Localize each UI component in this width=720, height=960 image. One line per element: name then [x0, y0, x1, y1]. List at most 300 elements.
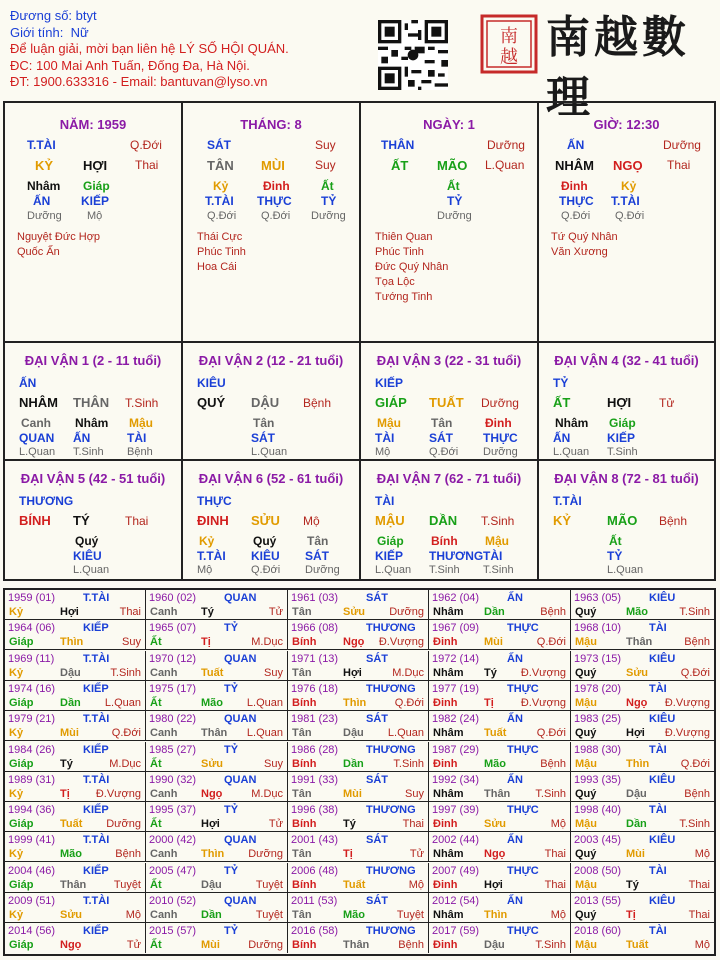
hidden-god: T.TÀI	[205, 194, 234, 208]
year-cell	[571, 651, 714, 681]
year-can: Mậu	[575, 939, 597, 952]
year-chi: Tý	[343, 818, 356, 831]
year-cell	[429, 893, 571, 923]
dai-van-hidden-stage: T.Sinh	[73, 446, 104, 458]
dai-van-note: T.Sinh	[481, 514, 515, 528]
dai-van-hidden-stage: Mộ	[197, 564, 213, 576]
year-chi: Tị	[201, 636, 211, 649]
dai-van-hidden-god: SÁT	[305, 549, 329, 563]
year-cell	[288, 620, 429, 650]
hidden-stem: Ất	[321, 179, 334, 193]
year-label: 2003 (45)	[574, 834, 622, 847]
year-star: KIẾP	[83, 925, 109, 938]
year-chi: Thìn	[484, 909, 508, 921]
dai-van-chi: HỢI	[607, 395, 632, 410]
pillar-year	[5, 103, 183, 343]
year-cell	[429, 923, 571, 953]
year-cell	[5, 620, 146, 650]
year-cell	[5, 893, 146, 923]
hidden-stage: Dưỡng	[311, 210, 346, 222]
pillar-chi-note: Thai	[667, 158, 691, 172]
year-star: QUAN	[224, 834, 257, 847]
year-stage: Mộ	[550, 909, 566, 921]
year-star: TỶ	[224, 622, 239, 635]
year-star: TỶ	[224, 804, 239, 817]
year-can: Ất	[150, 636, 162, 649]
dai-van-note: Mộ	[303, 514, 320, 528]
hidden-stem: Kỷ	[621, 179, 637, 193]
year-can: Nhâm	[433, 666, 464, 679]
year-label: 1984 (26)	[8, 743, 56, 756]
pillar-note: Đức Quý Nhân	[375, 261, 449, 273]
year-cell	[5, 802, 146, 832]
year-cell	[5, 651, 146, 681]
year-label: 2015 (57)	[149, 925, 197, 938]
year-star: KIÊU	[649, 773, 676, 786]
year-stage: Suy	[264, 757, 283, 770]
year-chi: Sửu	[60, 909, 83, 921]
year-can: Quý	[575, 606, 597, 618]
year-chi: Thìn	[626, 757, 650, 770]
year-chi: Ngọ	[626, 696, 648, 709]
dai-van-chi: DẦN	[429, 513, 458, 528]
year-label: 1975 (17)	[149, 682, 197, 695]
pillar-can: NHÂM	[555, 158, 594, 173]
dai-van-hidden-stage: L.Quan	[607, 564, 644, 576]
year-cell	[146, 742, 288, 772]
dai-van-chi: SỬU	[251, 513, 280, 528]
dai-van-cell	[361, 343, 539, 461]
dai-van-hidden-god: TỶ	[607, 549, 623, 563]
year-star: T.TÀI	[83, 592, 110, 604]
year-label: 1990 (32)	[149, 773, 197, 786]
year-chi: Sửu	[484, 818, 507, 831]
year-can: Bính	[292, 818, 317, 831]
year-star: ẤN	[507, 834, 523, 847]
dai-van-star: KIẾP	[375, 376, 404, 390]
owner-value: btyt	[75, 8, 97, 23]
dai-van-hidden-stem: Đinh	[485, 416, 512, 430]
year-label: 1986 (28)	[291, 743, 339, 756]
year-cell	[288, 711, 429, 741]
year-cell	[288, 893, 429, 923]
year-stage: Mộ	[408, 878, 424, 891]
year-label: 1961 (03)	[291, 592, 339, 604]
year-chi: Tý	[484, 666, 497, 679]
dai-van-hidden-stage: T.Sinh	[483, 564, 514, 576]
dai-van-hidden-god: TÀI	[375, 431, 395, 445]
year-chi: Tị	[484, 696, 494, 709]
year-cell	[288, 802, 429, 832]
year-can: Mậu	[575, 636, 597, 649]
year-chi: Hợi	[626, 727, 645, 740]
year-can: Đinh	[433, 636, 458, 649]
year-cell	[429, 711, 571, 741]
year-star: TỶ	[224, 682, 239, 695]
year-cell	[429, 863, 571, 893]
year-star: THỰC	[507, 804, 539, 817]
year-chi: Thân	[343, 939, 370, 952]
year-label: 1993 (35)	[574, 773, 622, 786]
year-stage: Q.Đới	[680, 757, 710, 770]
year-chi: Tuất	[60, 818, 83, 831]
year-cell	[288, 863, 429, 893]
year-label: 1972 (14)	[432, 652, 480, 665]
year-label: 2013 (55)	[574, 895, 622, 907]
year-label: 1963 (05)	[574, 592, 622, 604]
hidden-stage: Mộ	[87, 210, 103, 222]
year-stage: M.Dục	[109, 757, 141, 770]
pillar-note: Văn Xương	[551, 246, 608, 258]
dai-van-title: ĐẠI VẬN 8 (72 - 81 tuổi)	[554, 471, 699, 486]
year-can: Đinh	[433, 939, 458, 952]
year-label: 1982 (24)	[432, 713, 480, 726]
year-stage: M.Dục	[392, 666, 424, 679]
year-can: Quý	[575, 727, 597, 740]
year-star: QUAN	[224, 895, 257, 907]
year-can: Quý	[575, 787, 597, 800]
year-star: KIẾP	[83, 864, 109, 877]
year-star: ẤN	[507, 895, 523, 907]
year-label: 1989 (31)	[8, 773, 56, 786]
dai-van-can: ĐINH	[197, 513, 229, 528]
dai-van-title: ĐẠI VẬN 7 (62 - 71 tuổi)	[376, 471, 522, 486]
year-chi: Hợi	[484, 878, 503, 891]
year-cell	[288, 742, 429, 772]
year-can: Mậu	[575, 696, 597, 709]
year-label: 2000 (42)	[149, 834, 197, 847]
year-can: Canh	[150, 727, 178, 740]
dai-van-hidden-stem: Tân	[307, 534, 329, 548]
year-label: 2001 (43)	[291, 834, 339, 847]
year-cell	[146, 711, 288, 741]
qr-code-icon	[378, 20, 448, 90]
year-label: 1971 (13)	[291, 652, 339, 665]
year-can: Nhâm	[433, 848, 464, 861]
pillar-star: ẤN	[567, 138, 585, 152]
year-label: 1994 (36)	[8, 804, 56, 817]
year-star: TÀI	[649, 864, 667, 877]
year-star: KIẾP	[83, 622, 109, 635]
year-star: ẤN	[507, 773, 523, 786]
gender-value: Nữ	[70, 24, 89, 40]
year-chi: Tuất	[484, 727, 507, 740]
year-label: 1999 (41)	[8, 834, 56, 847]
dai-van-hidden-stem: Tân	[253, 416, 275, 430]
address-line: ĐC: 100 Mai Anh Tuấn, Đống Đa, Hà Nội.	[10, 57, 250, 73]
year-chi: Dần	[484, 606, 505, 618]
header-info	[10, 8, 289, 91]
year-label: 2014 (56)	[8, 925, 56, 938]
year-stage: Tử	[268, 818, 283, 831]
year-can: Tân	[292, 909, 312, 921]
year-stage: Q.Đới	[536, 727, 566, 740]
year-label: 1960 (02)	[149, 592, 197, 604]
dai-van-cell	[5, 343, 183, 461]
year-chi: Ngọ	[201, 787, 223, 800]
year-cell	[5, 742, 146, 772]
year-can: Kỷ	[9, 727, 24, 740]
year-chi: Tị	[343, 848, 353, 861]
year-can: Quý	[575, 848, 597, 861]
year-stage: Tuyệt	[255, 878, 283, 891]
year-star: KIÊU	[649, 895, 676, 907]
year-cell	[288, 681, 429, 711]
dai-van-hidden-stage: L.Quan	[375, 564, 412, 576]
year-can: Mậu	[575, 818, 597, 831]
pillar-title: THÁNG: 8	[240, 117, 302, 132]
pillar-note: Hoa Cái	[197, 261, 237, 273]
year-star: THƯƠNG	[366, 804, 416, 817]
year-chi: Mùi	[201, 939, 220, 952]
year-cell	[5, 863, 146, 893]
pillar-chi-note: Thai	[135, 158, 159, 172]
year-stage: Q.Đới	[111, 727, 141, 740]
year-can: Giáp	[9, 878, 34, 891]
dai-van-hidden-stem: Giáp	[377, 534, 404, 548]
year-star: SÁT	[366, 895, 388, 907]
year-star: THỰC	[507, 925, 539, 938]
year-can: Ất	[150, 818, 162, 831]
pillar-stage: Dưỡng	[487, 138, 525, 152]
year-star: TỶ	[224, 925, 239, 938]
year-star: KIÊU	[649, 592, 676, 604]
hidden-god: TỶ	[447, 194, 463, 208]
pillar-chi: HỢI	[83, 158, 108, 173]
dai-van-hidden-stem: Quý	[253, 534, 277, 548]
dai-van-hidden-god: KIÊU	[251, 549, 280, 563]
dai-van-note: Bệnh	[659, 514, 688, 528]
year-star: TÀI	[649, 925, 667, 938]
year-stage: Bệnh	[115, 848, 141, 861]
dai-van-star: THỰC	[197, 494, 232, 508]
year-chi: Tị	[60, 787, 70, 800]
hidden-stem: Đinh	[561, 179, 588, 193]
dai-van-chi: THÂN	[73, 395, 110, 410]
year-star: THƯƠNG	[366, 682, 416, 695]
year-label: 1991 (33)	[291, 773, 339, 786]
year-chi: Dậu	[60, 666, 81, 679]
year-can: Canh	[150, 787, 178, 800]
year-cell	[146, 651, 288, 681]
gender-label: Giới tính:	[10, 24, 64, 40]
year-stage: Tử	[268, 606, 283, 618]
hidden-stem: Kỷ	[213, 179, 229, 193]
year-stage: Tuyệt	[255, 909, 283, 921]
dai-van-cell	[183, 461, 361, 579]
year-can: Bính	[292, 696, 317, 709]
dai-van-title: ĐẠI VẬN 4 (32 - 41 tuổi)	[554, 353, 699, 368]
year-stage: Suy	[122, 636, 141, 649]
year-label: 1977 (19)	[432, 682, 480, 695]
year-chi: Sửu	[201, 757, 224, 770]
year-cell	[5, 681, 146, 711]
year-stage: T.Sinh	[535, 787, 566, 800]
pillar-chi-note: L.Quan	[485, 158, 525, 172]
year-cell	[146, 863, 288, 893]
dai-van-star: TỶ	[553, 376, 569, 390]
year-cell	[288, 772, 429, 802]
year-can: Tân	[292, 727, 312, 740]
year-stage: Thai	[119, 606, 141, 618]
hidden-stage: Dưỡng	[437, 210, 472, 222]
year-label: 1995 (37)	[149, 804, 197, 817]
pillar-note: Tọa Lộc	[375, 276, 415, 288]
pillar-can: KỶ	[35, 158, 54, 173]
year-cell	[146, 620, 288, 650]
year-label: 1976 (18)	[291, 682, 339, 695]
year-star: QUAN	[224, 652, 257, 665]
year-star: KIẾP	[83, 743, 109, 756]
dai-van-hidden-god: ẤN	[553, 431, 571, 445]
year-cell	[146, 893, 288, 923]
year-stage: Dưỡng	[248, 939, 283, 952]
dai-van-hidden-stage: L.Quan	[73, 564, 110, 576]
pillar-note: Tướng Tinh	[375, 291, 433, 303]
year-label: 1968 (10)	[574, 622, 622, 635]
year-chi: Mão	[343, 909, 365, 921]
dai-van-hidden-stem: Tân	[431, 416, 453, 430]
year-chi: Mão	[60, 848, 82, 861]
pillar-stage: Q.Đới	[130, 138, 162, 152]
year-chi: Dậu	[343, 727, 364, 740]
year-can: Canh	[150, 909, 178, 921]
dai-van-chi: MÃO	[607, 513, 638, 528]
dai-van-hidden-stem: Kỷ	[199, 534, 215, 548]
year-label: 2018 (60)	[574, 925, 622, 938]
year-cell	[146, 802, 288, 832]
year-stage: Bệnh	[540, 757, 566, 770]
dai-van-hidden-stem: Ất	[609, 534, 622, 548]
dai-van-note: T.Sinh	[125, 396, 159, 410]
year-cell	[571, 711, 714, 741]
dai-van-hidden-stem: Nhâm	[75, 416, 109, 430]
hidden-stage: Q.Đới	[561, 210, 591, 222]
year-can: Bính	[292, 636, 317, 649]
dai-van-note: Bệnh	[303, 396, 332, 410]
dai-van-can: QUÝ	[197, 395, 226, 410]
hidden-god: T.TÀI	[611, 194, 640, 208]
year-label: 2011 (53)	[291, 895, 338, 907]
dai-van-hidden-god: ẤN	[73, 431, 91, 445]
year-stage: M.Dục	[251, 787, 283, 800]
year-can: Canh	[150, 606, 178, 618]
dai-van-hidden-stem: Mậu	[377, 416, 401, 430]
year-chi: Tuất	[626, 939, 649, 952]
year-cell	[571, 681, 714, 711]
year-stage: Đ.Vượng	[520, 666, 566, 679]
dai-van-cell	[539, 461, 714, 579]
seal-stamp-icon	[480, 14, 538, 74]
year-star: THƯƠNG	[366, 622, 416, 635]
year-label: 2006 (48)	[291, 864, 339, 877]
year-stage: Bệnh	[398, 939, 424, 952]
pillar-note: Phúc Tinh	[197, 246, 246, 258]
year-can: Nhâm	[433, 787, 464, 800]
year-can: Giáp	[9, 636, 34, 649]
year-star: THƯƠNG	[366, 925, 416, 938]
dai-van-hidden-stem: Mậu	[485, 534, 509, 548]
year-stage: Đ.Vượng	[664, 727, 710, 740]
year-stage: Dưỡng	[389, 606, 424, 618]
year-stage: Bệnh	[684, 787, 710, 800]
year-can: Giáp	[9, 818, 34, 831]
dai-van-note: Dưỡng	[481, 396, 519, 410]
year-chi: Thìn	[60, 636, 84, 649]
pillar-chi: MÃO	[437, 158, 468, 173]
year-can: Canh	[150, 848, 178, 861]
year-cell	[571, 620, 714, 650]
year-star: KIÊU	[649, 652, 676, 665]
year-cell	[146, 590, 288, 620]
dai-van-star: THƯƠNG	[19, 494, 74, 508]
year-label: 2008 (50)	[574, 864, 622, 877]
year-can: Nhâm	[433, 727, 464, 740]
year-star: KIÊU	[649, 713, 676, 726]
year-can: Đinh	[433, 757, 458, 770]
year-stage: Mộ	[694, 939, 710, 952]
year-cell	[429, 742, 571, 772]
dai-van-hidden-stage: L.Quan	[553, 446, 590, 458]
year-label: 1962 (04)	[432, 592, 480, 604]
year-star: TÀI	[649, 682, 667, 695]
year-can: Ất	[150, 757, 162, 770]
year-chi: Thân	[60, 878, 87, 891]
year-cell	[146, 772, 288, 802]
year-label: 1964 (06)	[8, 622, 56, 635]
dai-van-hidden-stem: Giáp	[609, 416, 636, 430]
year-cell	[429, 651, 571, 681]
pillar-hour	[539, 103, 714, 343]
brand-logo-text: 南越數理	[546, 12, 690, 123]
year-label: 2017 (59)	[432, 925, 480, 938]
year-star: TÀI	[649, 804, 667, 817]
year-stage: Dưỡng	[248, 848, 283, 861]
year-label: 1966 (08)	[291, 622, 339, 635]
dai-van-can: BÍNH	[19, 513, 51, 528]
year-label: 1978 (20)	[574, 682, 622, 695]
year-star: TỶ	[224, 864, 239, 877]
year-cell	[571, 832, 714, 862]
year-chi: Dậu	[626, 787, 647, 800]
year-star: TỶ	[224, 743, 239, 756]
year-can: Giáp	[9, 696, 34, 709]
dai-van-hidden-stage: L.Quan	[251, 446, 288, 458]
year-can: Bính	[292, 939, 317, 952]
phone-email-line: ĐT: 1900.633316 - Email: bantuvan@lyso.vn	[10, 74, 268, 89]
year-stage: Thai	[544, 848, 566, 861]
year-stage: T.Sinh	[393, 757, 424, 770]
contact-line: Để luận giải, mời bạn liên hệ LÝ SỐ HỘI QUÁN.	[10, 41, 289, 56]
year-can: Đinh	[433, 696, 458, 709]
pillar-note: Tứ Quý Nhân	[551, 231, 618, 243]
year-cell	[288, 923, 429, 953]
year-label: 2010 (52)	[149, 895, 197, 907]
pillar-star: T.TÀI	[27, 138, 56, 152]
year-label: 1980 (22)	[149, 713, 197, 726]
pillar-note: Quốc Ấn	[17, 246, 60, 258]
year-can: Kỷ	[9, 787, 24, 800]
year-chi: Tị	[626, 909, 636, 921]
year-can: Bính	[292, 757, 317, 770]
year-stage: Q.Đới	[680, 666, 710, 679]
dai-van-hidden-stage: Mộ	[375, 446, 391, 458]
year-label: 2016 (58)	[291, 925, 339, 938]
year-chi: Thân	[484, 787, 511, 800]
dai-van-cell	[183, 343, 361, 461]
year-can: Giáp	[9, 757, 34, 770]
pillar-title: NĂM: 1959	[59, 117, 127, 132]
